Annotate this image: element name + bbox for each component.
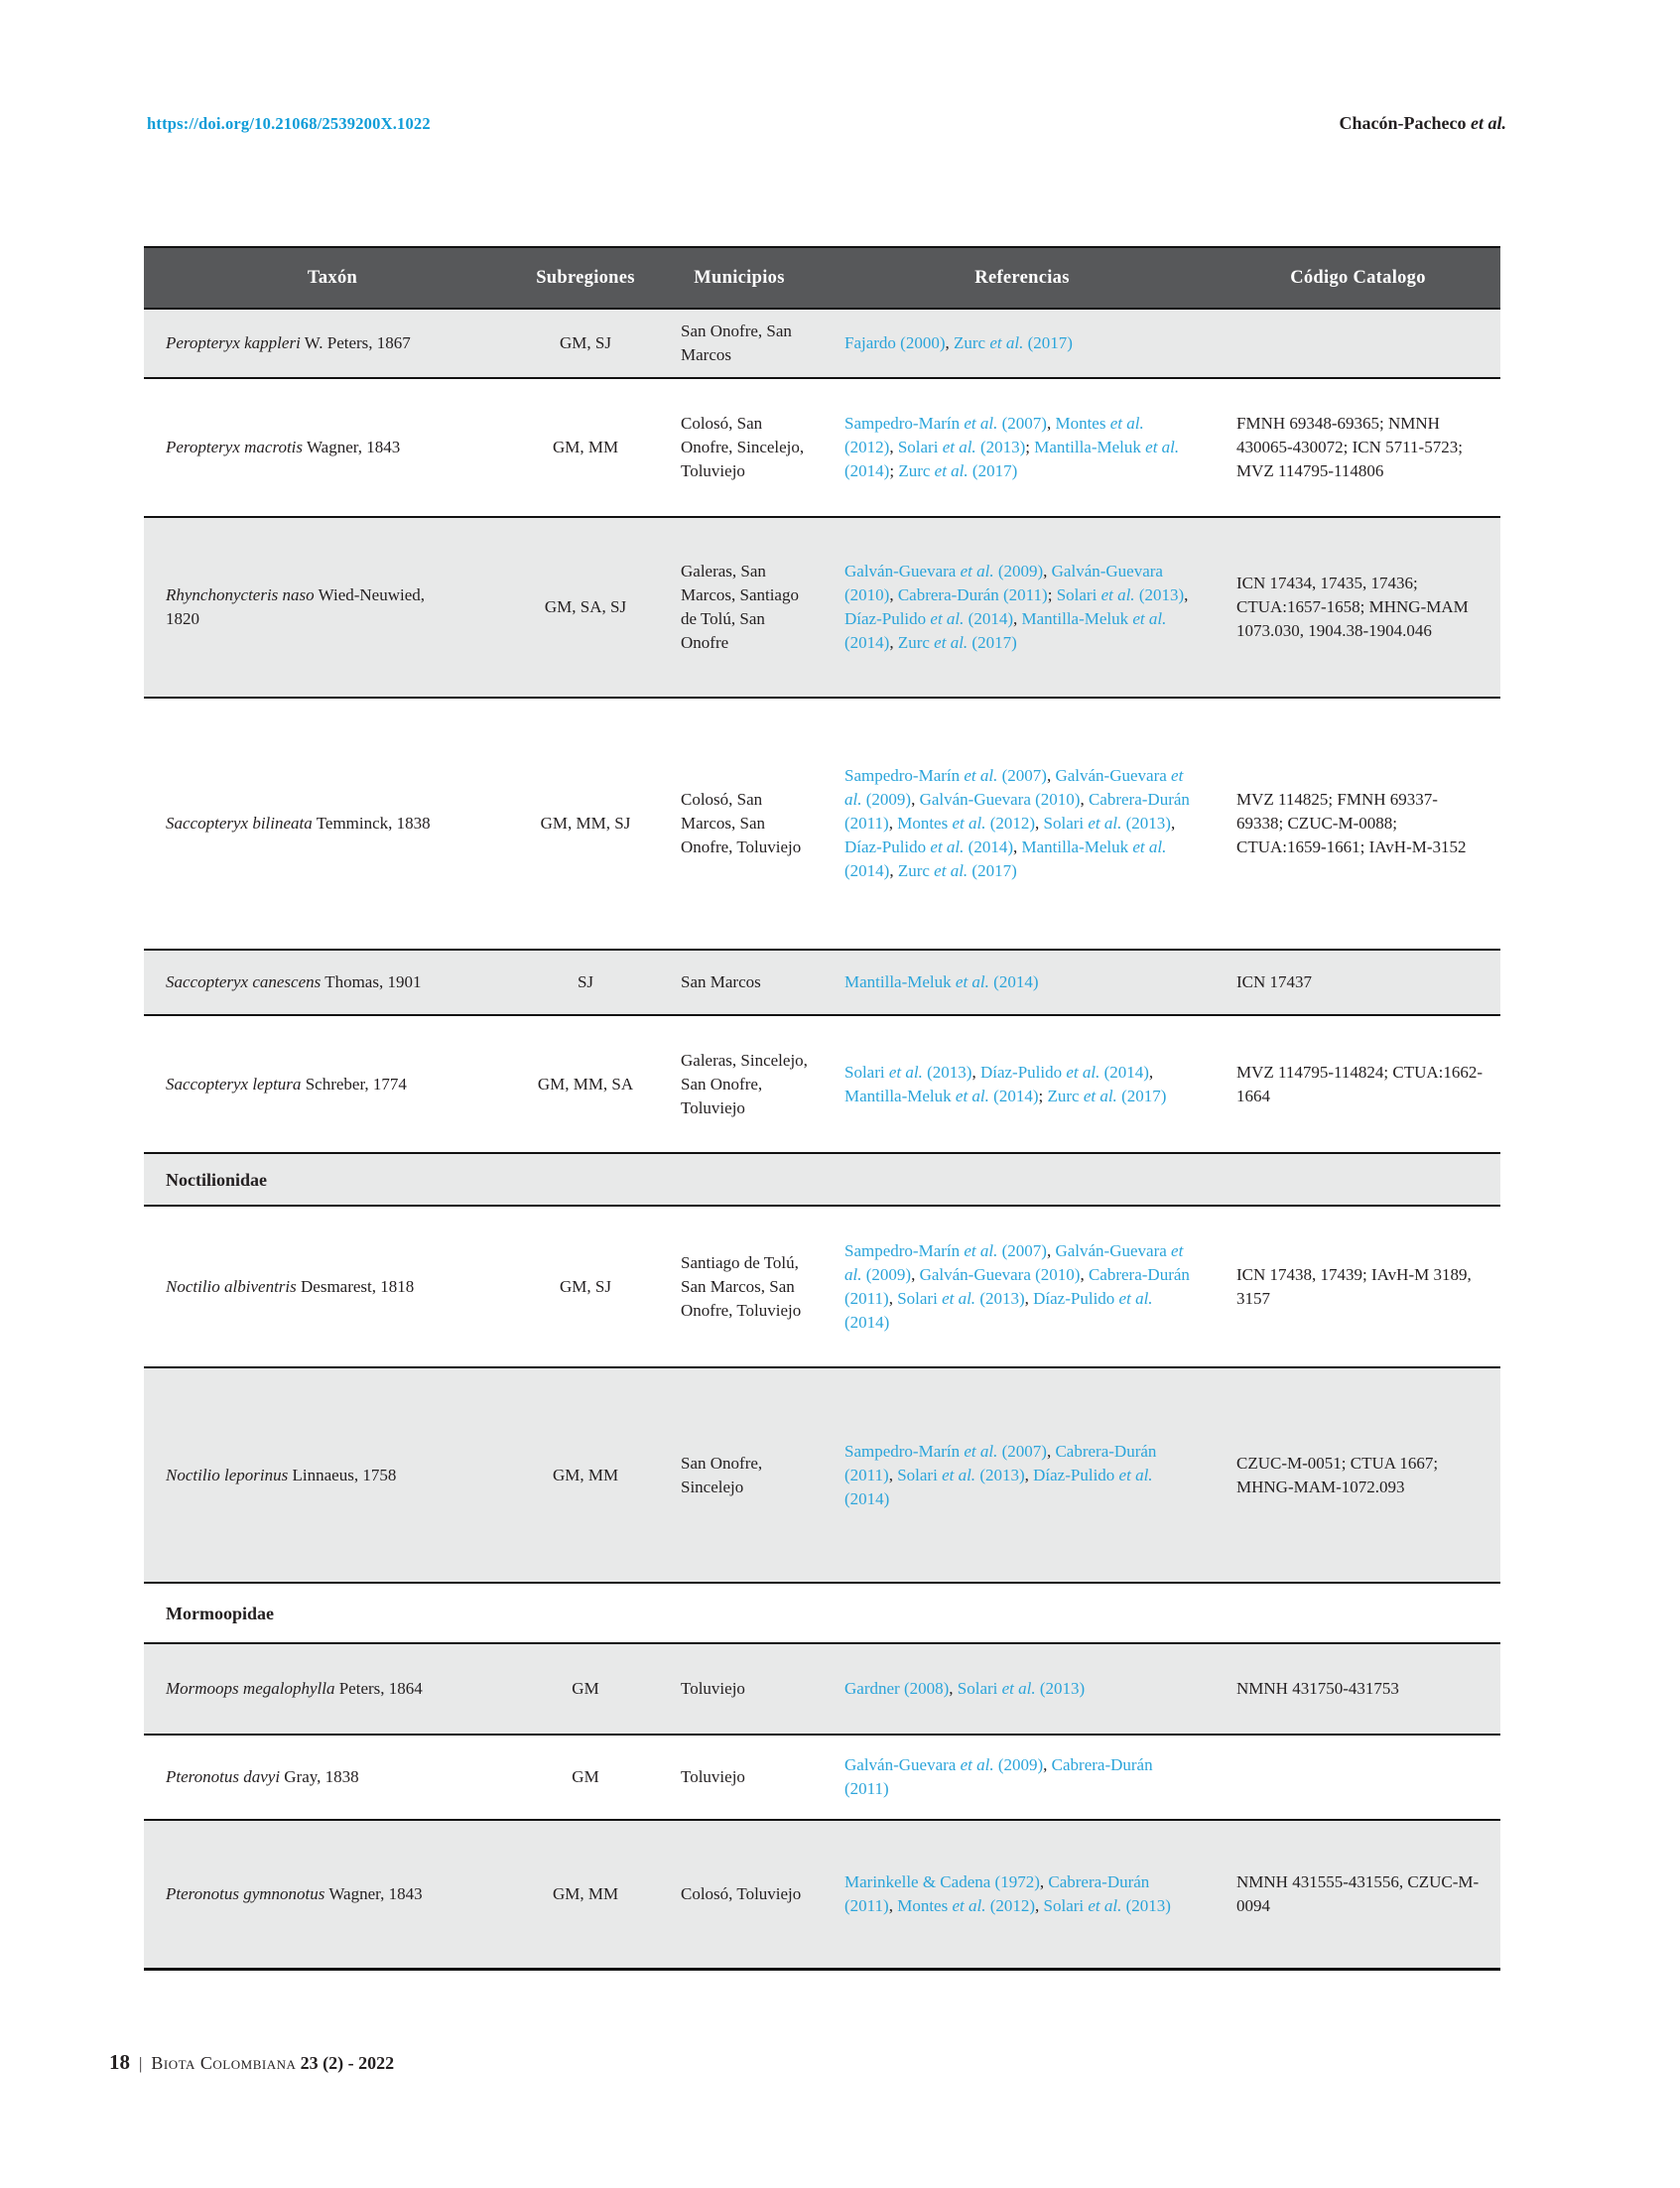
reference-link[interactable]: Sampedro-Marín et al. (2007): [844, 1240, 1047, 1260]
reference-link[interactable]: Montes et al. (2012): [897, 814, 1036, 833]
reference-link[interactable]: Sampedro-Marín et al. (2007): [844, 1441, 1047, 1461]
subregions-cell: GM: [521, 1643, 650, 1735]
reference-link[interactable]: Solari et al. (2013): [897, 1288, 1025, 1308]
reference-separator: ,: [1170, 814, 1176, 833]
reference-separator: ;: [1047, 585, 1057, 604]
reference-separator: ,: [1046, 766, 1056, 785]
catalog-cell: ICN 17437: [1216, 950, 1500, 1015]
taxon-name: Saccopteryx canescens: [166, 972, 322, 991]
reference-link[interactable]: Cabrera-Durán (2011): [897, 585, 1048, 604]
reference-separator: ,: [1043, 1755, 1052, 1774]
species-table: [144, 246, 1500, 1971]
table-row: [144, 1735, 1500, 1820]
reference-separator: ;: [1038, 1086, 1048, 1105]
reference-link[interactable]: Mantilla-Meluk et al. (2014): [844, 438, 1180, 480]
taxon-cell: [144, 1015, 521, 1153]
catalog-cell: MVZ 114795-114824; CTUA:1662-1664: [1216, 1015, 1500, 1153]
reference-separator: ,: [949, 1679, 958, 1698]
municipalities-cell: Galeras, Sincelejo, San Onofre, Toluviejo: [650, 1015, 829, 1153]
references-cell: [829, 1735, 1216, 1820]
references-cell: [829, 517, 1216, 698]
reference-separator: ,: [1148, 1062, 1154, 1082]
reference-separator: ,: [1046, 414, 1056, 433]
municipalities-cell: San Marcos: [650, 950, 829, 1015]
municipalities-cell: Galeras, San Marcos, Santiago de Tolú, San Onofre: [650, 517, 829, 698]
subregions-cell: GM, MM: [521, 378, 650, 517]
table-body: [144, 309, 1500, 1969]
reference-link[interactable]: Zurc et al. (2017): [897, 861, 1017, 880]
table-row: [144, 1820, 1500, 1969]
references-cell: [829, 950, 1216, 1015]
taxon-name: Saccopteryx bilineata: [166, 814, 313, 833]
references-cell: [829, 309, 1216, 378]
reference-link[interactable]: Galván-Guevara (2010): [919, 1264, 1081, 1284]
family-row: [144, 1153, 1500, 1206]
reference-link[interactable]: Galván-Guevara et al. (2009): [844, 562, 1044, 580]
catalog-cell: MVZ 114825; FMNH 69337-69338; CZUC-M-0088; CTUA:1659-1661; IAvH-M-3152: [1216, 698, 1500, 950]
reference-link[interactable]: Solari et al. (2013): [1043, 1895, 1171, 1915]
taxon-name: Peropteryx macrotis: [166, 438, 304, 456]
reference-separator: ,: [888, 1288, 898, 1308]
reference-separator: ,: [1046, 1240, 1056, 1260]
taxon-name: Rhynchonycteris naso: [166, 585, 315, 604]
catalog-cell: CZUC-M-0051; CTUA 1667; MHNG-MAM-1072.093: [1216, 1367, 1500, 1583]
reference-separator: ,: [1080, 1264, 1089, 1284]
reference-separator: ,: [1184, 585, 1189, 604]
reference-link[interactable]: Solari et al. (2013): [957, 1679, 1086, 1698]
reference-link[interactable]: Solari et al. (2013): [897, 438, 1026, 456]
subregions-cell: GM, SJ: [521, 1206, 650, 1367]
taxon-cell: [144, 1643, 521, 1735]
table-row: [144, 1015, 1500, 1153]
reference-separator: ,: [1043, 562, 1052, 580]
reference-separator: ,: [1012, 837, 1022, 856]
reference-separator: ;: [889, 461, 899, 480]
reference-link[interactable]: Solari et al. (2013): [844, 1062, 972, 1082]
reference-separator: ,: [889, 633, 898, 652]
reference-link[interactable]: Montes et al. (2012): [844, 414, 1144, 456]
taxon-cell: [144, 517, 521, 698]
family-name: Mormoopidae: [144, 1583, 1500, 1643]
reference-link[interactable]: Cabrera-Durán (2011): [844, 1871, 1150, 1915]
taxon-cell: [144, 1820, 521, 1969]
taxon-name: Saccopteryx leptura: [166, 1074, 302, 1094]
references-cell: [829, 1367, 1216, 1583]
taxon-name: Pteronotus davyi: [166, 1767, 281, 1786]
reference-separator: ,: [1080, 790, 1089, 809]
reference-link[interactable]: Díaz-Pulido et al. (2014): [979, 1062, 1149, 1082]
catalog-cell: NMNH 431555-431556, CZUC-M-0094: [1216, 1820, 1500, 1969]
doi-link[interactable]: https://doi.org/10.21068/2539200X.1022: [147, 114, 431, 133]
reference-link[interactable]: Zurc et al. (2017): [898, 461, 1018, 480]
taxon-authority: Peters, 1864: [338, 1679, 423, 1698]
references-cell: [829, 698, 1216, 950]
taxon-cell: [144, 950, 521, 1015]
journal-name: Biota Colombiana: [151, 2053, 297, 2073]
reference-separator: ,: [1046, 1441, 1056, 1461]
reference-separator: ,: [888, 1895, 898, 1915]
municipalities-cell: San Onofre, San Marcos: [650, 309, 829, 378]
issue-info: 23 (2) - 2022: [300, 2053, 395, 2073]
taxon-name: Peropteryx kappleri: [166, 333, 301, 352]
catalog-cell: [1216, 1735, 1500, 1820]
catalog-cell: ICN 17434, 17435, 17436; CTUA:1657-1658; MHNG-MAM 1073.030, 1904.38-1904.046: [1216, 517, 1500, 698]
page-footer: [109, 2050, 394, 2075]
reference-separator: ,: [911, 1264, 920, 1284]
references-cell: [829, 378, 1216, 517]
table-row: [144, 950, 1500, 1015]
running-etal: et al.: [1471, 113, 1506, 133]
reference-separator: ,: [1039, 1871, 1049, 1891]
taxon-cell: [144, 698, 521, 950]
reference-link[interactable]: Cabrera-Durán (2011): [844, 790, 1190, 833]
reference-link[interactable]: Díaz-Pulido et al. (2014): [844, 837, 1013, 856]
family-name: Noctilionidae: [144, 1153, 1500, 1206]
references-cell: [829, 1015, 1216, 1153]
municipalities-cell: San Onofre, Sincelejo: [650, 1367, 829, 1583]
references-cell: [829, 1206, 1216, 1367]
reference-separator: ,: [889, 861, 898, 880]
subregions-cell: GM, SJ: [521, 309, 650, 378]
reference-link[interactable]: Sampedro-Marín et al. (2007): [844, 766, 1047, 785]
taxon-authority: Temminck, 1838: [316, 814, 431, 833]
subregions-cell: GM: [521, 1735, 650, 1820]
taxon-cell: [144, 378, 521, 517]
table-header-row: [144, 247, 1500, 309]
municipalities-cell: Colosó, Toluviejo: [650, 1820, 829, 1969]
column-header-subregions: Subregiones: [521, 247, 650, 309]
reference-separator: ,: [1024, 1465, 1034, 1484]
reference-link[interactable]: Marinkelle & Cadena (1972): [844, 1871, 1040, 1891]
subregions-cell: GM, MM, SA: [521, 1015, 650, 1153]
taxon-authority: Desmarest, 1818: [301, 1276, 415, 1296]
taxon-name: Noctilio leporinus: [166, 1465, 289, 1484]
municipalities-cell: Santiago de Tolú, San Marcos, San Onofre, Toluviejo: [650, 1206, 829, 1367]
municipalities-cell: Colosó, San Onofre, Sincelejo, Toluviejo: [650, 378, 829, 517]
reference-link[interactable]: Galván-Guevara et al. (2009): [844, 1240, 1184, 1284]
reference-link[interactable]: Gardner (2008): [844, 1679, 950, 1698]
column-header-catalog: Código Catalogo: [1216, 247, 1500, 309]
taxon-authority: Wagner, 1843: [328, 1883, 423, 1903]
table-row: [144, 1206, 1500, 1367]
taxon-cell: [144, 1367, 521, 1583]
footer-separator: |: [139, 2054, 143, 2073]
subregions-cell: GM, MM: [521, 1820, 650, 1969]
reference-link[interactable]: Galván-Guevara et al. (2009): [844, 766, 1184, 809]
taxon-cell: [144, 309, 521, 378]
table-row: [144, 1643, 1500, 1735]
reference-link[interactable]: Montes et al. (2012): [897, 1895, 1036, 1915]
reference-link[interactable]: Zurc et al. (2017): [1047, 1086, 1167, 1105]
table-row: [144, 1367, 1500, 1583]
reference-link[interactable]: Díaz-Pulido et al. (2014): [844, 1465, 1153, 1508]
reference-separator: ,: [888, 814, 898, 833]
taxon-name: Mormoops megalophylla: [166, 1679, 335, 1698]
reference-separator: ,: [971, 1062, 980, 1082]
reference-separator: ;: [1025, 438, 1035, 456]
table-row: [144, 309, 1500, 378]
reference-link[interactable]: Díaz-Pulido et al. (2014): [844, 1288, 1153, 1332]
municipalities-cell: Colosó, San Marcos, San Onofre, Toluviejo: [650, 698, 829, 950]
reference-separator: ,: [889, 438, 898, 456]
reference-separator: ,: [945, 333, 955, 352]
subregions-cell: GM, MM: [521, 1367, 650, 1583]
reference-separator: ,: [1012, 609, 1022, 628]
table-row: [144, 698, 1500, 950]
taxon-authority: Linnaeus, 1758: [292, 1465, 397, 1484]
catalog-cell: FMNH 69348-69365; NMNH 430065-430072; ICN 5711-5723; MVZ 114795-114806: [1216, 378, 1500, 517]
taxon-authority: Wied-Neuwied, 1820: [166, 585, 426, 628]
reference-link[interactable]: Zurc et al. (2017): [954, 333, 1073, 352]
municipalities-cell: Toluviejo: [650, 1735, 829, 1820]
reference-link[interactable]: Solari et al. (2013): [897, 1465, 1025, 1484]
reference-separator: ,: [889, 585, 898, 604]
reference-link[interactable]: Mantilla-Meluk et al. (2014): [844, 1086, 1039, 1105]
running-author: Chacón-Pacheco: [1339, 113, 1467, 133]
reference-link[interactable]: Solari et al. (2013): [1056, 585, 1185, 604]
reference-link[interactable]: Cabrera-Durán (2011): [844, 1441, 1157, 1484]
catalog-cell: [1216, 309, 1500, 378]
reference-link[interactable]: Mantilla-Meluk et al. (2014): [844, 837, 1167, 880]
reference-link[interactable]: Mantilla-Meluk et al. (2014): [844, 609, 1167, 652]
reference-link[interactable]: Mantilla-Meluk et al. (2014): [844, 972, 1039, 991]
reference-separator: ,: [911, 790, 920, 809]
reference-link[interactable]: Fajardo (2000): [844, 333, 946, 352]
subregions-cell: SJ: [521, 950, 650, 1015]
reference-separator: ,: [1035, 1895, 1044, 1915]
reference-separator: ,: [1035, 814, 1044, 833]
taxon-authority: Wagner, 1843: [306, 438, 401, 456]
references-cell: [829, 1820, 1216, 1969]
page-header: [147, 113, 1506, 134]
reference-link[interactable]: Galván-Guevara (2010): [919, 790, 1081, 809]
taxon-authority: W. Peters, 1867: [304, 333, 411, 352]
reference-link[interactable]: Cabrera-Durán (2011): [844, 1755, 1153, 1798]
catalog-cell: ICN 17438, 17439; IAvH-M 3189, 3157: [1216, 1206, 1500, 1367]
reference-link[interactable]: Sampedro-Marín et al. (2007): [844, 414, 1047, 433]
column-header-taxon: Taxón: [144, 247, 521, 309]
column-header-references: Referencias: [829, 247, 1216, 309]
reference-link[interactable]: Díaz-Pulido et al. (2014): [844, 609, 1013, 628]
taxon-cell: [144, 1735, 521, 1820]
page-number: 18: [109, 2050, 130, 2074]
reference-link[interactable]: Solari et al. (2013): [1043, 814, 1171, 833]
taxon-authority: Gray, 1838: [284, 1767, 359, 1786]
catalog-cell: NMNH 431750-431753: [1216, 1643, 1500, 1735]
subregions-cell: GM, MM, SJ: [521, 698, 650, 950]
taxon-name: Pteronotus gymnonotus: [166, 1883, 325, 1903]
table-row: [144, 517, 1500, 698]
reference-separator: ,: [888, 1465, 898, 1484]
taxon-cell: [144, 1206, 521, 1367]
references-cell: [829, 1643, 1216, 1735]
taxon-name: Noctilio albiventris: [166, 1276, 297, 1296]
reference-link[interactable]: Cabrera-Durán (2011): [844, 1264, 1190, 1308]
municipalities-cell: Toluviejo: [650, 1643, 829, 1735]
family-row: [144, 1583, 1500, 1643]
column-header-municipalities: Municipios: [650, 247, 829, 309]
reference-separator: ,: [1024, 1288, 1034, 1308]
reference-link[interactable]: Galván-Guevara et al. (2009): [844, 1755, 1044, 1774]
taxon-authority: Schreber, 1774: [305, 1074, 407, 1094]
subregions-cell: GM, SA, SJ: [521, 517, 650, 698]
reference-link[interactable]: Galván-Guevara (2010): [844, 562, 1163, 604]
running-head: [1340, 113, 1506, 134]
reference-link[interactable]: Zurc et al. (2017): [897, 633, 1017, 652]
table-row: [144, 378, 1500, 517]
taxon-authority: Thomas, 1901: [324, 972, 422, 991]
